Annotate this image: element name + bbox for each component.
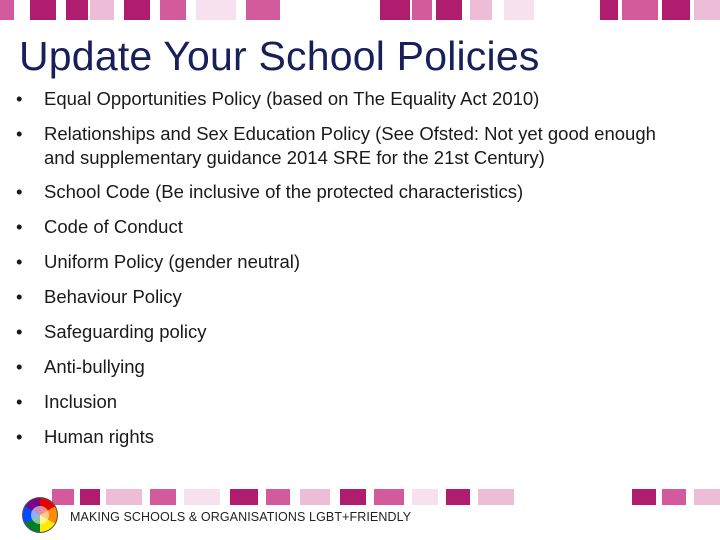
list-item: • Anti-bullying bbox=[16, 355, 706, 379]
list-item: • Relationships and Sex Education Policy (See Ofsted: Not yet good enough and supplementary guidance 2014 SRE for the 21st Century) bbox=[16, 122, 706, 170]
decor-bar bbox=[632, 489, 656, 505]
footer-text: MAKING SCHOOLS & ORGANISATIONS LGBT+FRIENDLY bbox=[70, 510, 412, 524]
decor-bar bbox=[30, 0, 56, 20]
decor-bar bbox=[436, 0, 462, 20]
decor-bar bbox=[600, 0, 618, 20]
decor-bar bbox=[80, 489, 100, 505]
rainbow-logo-icon bbox=[22, 497, 58, 533]
decor-bar bbox=[662, 0, 690, 20]
decor-bar bbox=[150, 489, 176, 505]
decor-bar bbox=[694, 0, 720, 20]
decor-bar bbox=[504, 0, 534, 20]
decor-bar bbox=[470, 0, 492, 20]
decor-bar bbox=[66, 0, 88, 20]
bottom-decorative-bars bbox=[0, 489, 720, 505]
decor-bar bbox=[124, 0, 150, 20]
list-item: • Safeguarding policy bbox=[16, 320, 706, 344]
decor-bar bbox=[340, 489, 366, 505]
list-item: • School Code (Be inclusive of the protected characteristics) bbox=[16, 180, 706, 204]
list-item: • Behaviour Policy bbox=[16, 285, 706, 309]
page-title: Update Your School Policies bbox=[19, 33, 540, 79]
decor-bar bbox=[412, 0, 432, 20]
decor-bar bbox=[90, 0, 114, 20]
list-item: • Equal Opportunities Policy (based on The Equality Act 2010) bbox=[16, 87, 706, 111]
decor-bar bbox=[106, 489, 142, 505]
decor-bar bbox=[446, 489, 470, 505]
policy-list bbox=[16, 87, 706, 449]
decor-bar bbox=[266, 489, 290, 505]
list-item: • Human rights bbox=[16, 425, 706, 449]
decor-bar bbox=[374, 489, 404, 505]
decor-bar bbox=[184, 489, 220, 505]
decor-bar bbox=[52, 489, 74, 505]
decor-bar bbox=[196, 0, 236, 20]
decor-bar bbox=[478, 489, 514, 505]
list-item: • Uniform Policy (gender neutral) bbox=[16, 250, 706, 274]
decor-bar bbox=[622, 0, 658, 20]
decor-bar bbox=[412, 489, 438, 505]
list-item: • Inclusion bbox=[16, 390, 706, 414]
decor-bar bbox=[694, 489, 720, 505]
top-decorative-bars bbox=[0, 0, 720, 20]
decor-bar bbox=[662, 489, 686, 505]
list-item: • Code of Conduct bbox=[16, 215, 706, 239]
decor-bar bbox=[230, 489, 258, 505]
decor-bar bbox=[300, 489, 330, 505]
decor-bar bbox=[380, 0, 410, 20]
logo-center bbox=[31, 506, 49, 524]
decor-bar bbox=[246, 0, 280, 20]
decor-bar bbox=[160, 0, 186, 20]
decor-bar bbox=[0, 0, 14, 20]
